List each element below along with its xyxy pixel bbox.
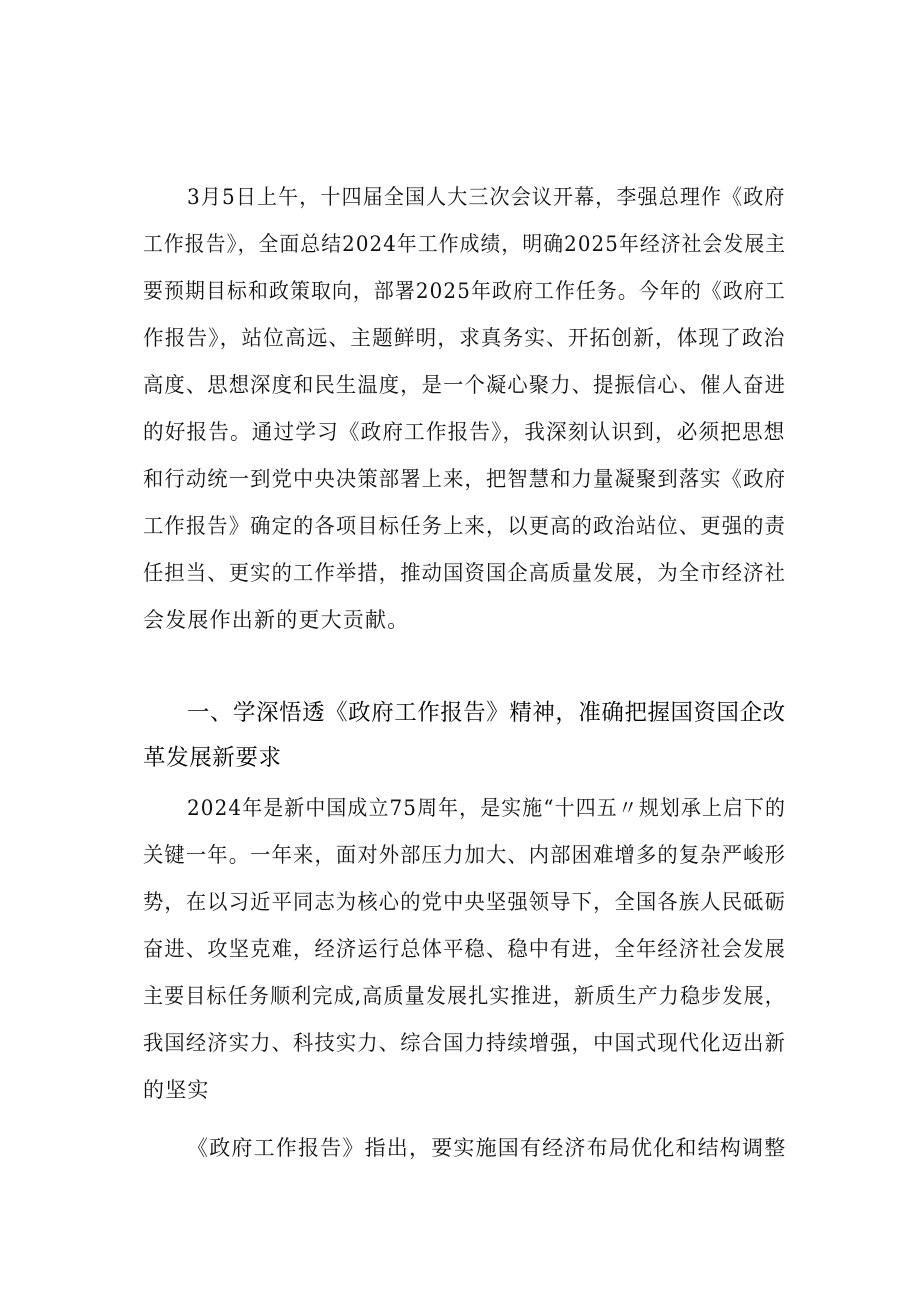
text-line: 势，在以习近平同志为核心的党中央坚强领导下，全国各族人民砥砺 — [143, 890, 787, 914]
text-line: 会发展作出新的更大贡献。 — [143, 608, 410, 632]
text-line: 工作报告》，全面总结2024年工作成绩，明确2025年经济社会发展主 — [143, 232, 787, 256]
text-line: 要预期目标和政策取向，部署2025年政府工作任务。今年的《政府工 — [143, 279, 786, 303]
text-line: 3月5日上午，十四届全国人大三次会议开幕，李强总理作《政府 — [187, 185, 786, 209]
text-line: 的坚实 — [143, 1078, 210, 1102]
heading-line: 一、学深悟透《政府工作报告》精神，准确把握国资国企改 — [187, 700, 786, 726]
text-line: 和行动统一到党中央决策部署上来，把智慧和力量凝聚到落实《政府 — [143, 467, 787, 491]
text-line: 我国经济实力、科技实力、综合国力持续增强，中国式现代化迈出新 — [143, 1031, 787, 1055]
text-line: 作报告》，站位高远、主题鲜明，求真务实、开拓创新，体现了政治 — [143, 326, 786, 350]
text-line: 的好报告。通过学习《政府工作报告》，我深刻认识到，必须把思想 — [143, 420, 786, 444]
text-line: 高度、思想深度和民生温度，是一个凝心聚力、提振信心、催人奋进 — [143, 373, 787, 397]
heading-line: 革发展新要求 — [143, 745, 282, 771]
text-line: 2024年是新中国成立75周年，是实施“十四五〃规划承上启下的 — [187, 796, 787, 820]
text-line: 奋进、攻坚克难，经济运行总体平稳、稳中有进，全年经济社会发展 — [143, 937, 787, 961]
text-line: 关键一年。一年来，面对外部压力加大、内部困难增多的复杂严峻形 — [143, 843, 787, 867]
text-line: 主要目标任务顺利完成,高质量发展扎实推进，新质生产力稳步发展， — [143, 984, 786, 1008]
text-line: 任担当、更实的工作举措，推动国资国企高质量发展，为全市经济社 — [143, 561, 787, 585]
text-line: 《政府工作报告》指出，要实施国有经济布局优化和结构调整 — [187, 1136, 787, 1160]
text-line: 工作报告》确定的各项目标任务上来，以更高的政治站位、更强的责 — [143, 514, 787, 538]
